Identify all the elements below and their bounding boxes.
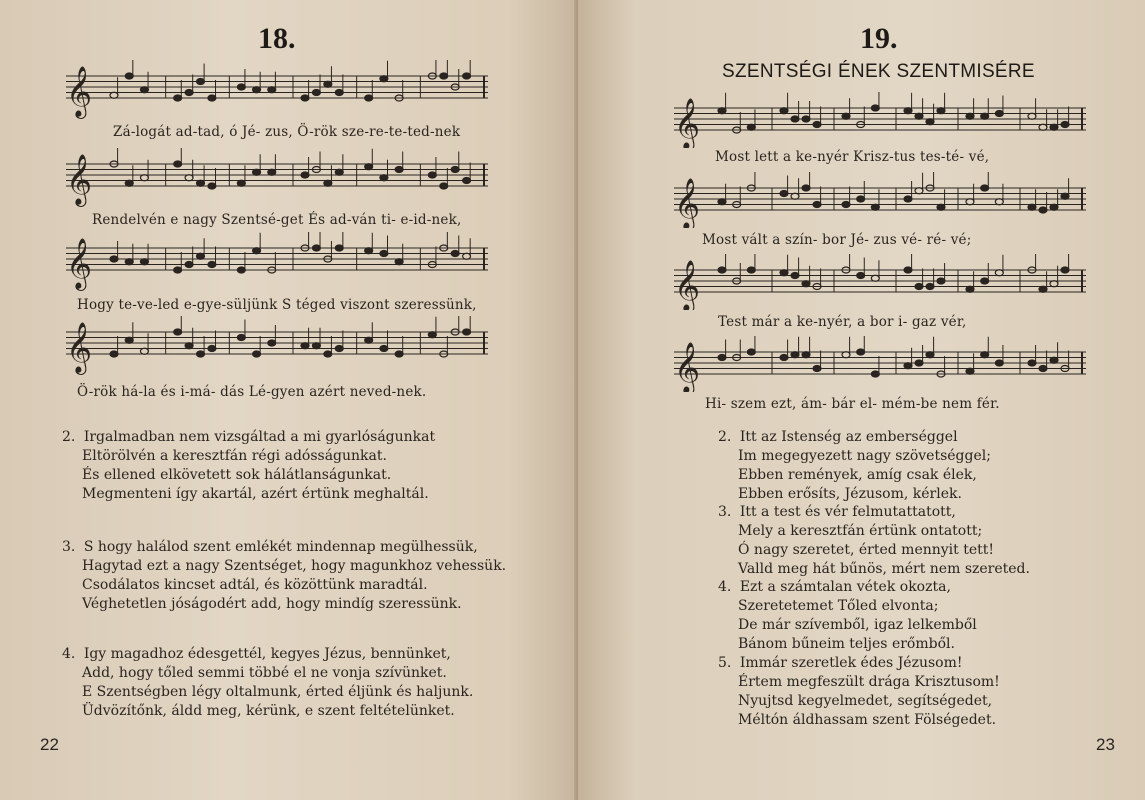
verse-number: 4. [718, 579, 732, 595]
verse-3 [62, 538, 506, 614]
verse-line: Igy magadhoz édesgettél, kegyes Jézus, bennünket, [83, 646, 451, 662]
svg-text:𝄞: 𝄞 [66, 154, 93, 205]
page-number-right: 23 [1096, 735, 1115, 754]
verse-line: Bánom bűneim teljes erőmből. [738, 636, 955, 652]
song-number-19: 19. [860, 22, 898, 55]
lyric-line: Test már a ke-nyér, a bor i- gaz vér, [718, 314, 967, 330]
music-staff [670, 254, 1090, 310]
music-staff [62, 316, 492, 376]
verse-line: De már szívemből, igaz lelkemből [738, 617, 977, 633]
svg-text:𝄞: 𝄞 [66, 66, 93, 117]
verse-line: Értem megfeszült drága Krisztusom! [738, 674, 1000, 690]
verse-line: Eltörölvén a keresztfán régi adósságunkat. [82, 448, 387, 464]
svg-text:𝄞: 𝄞 [66, 322, 93, 373]
verse-number: 2. [62, 429, 76, 445]
verse-line: Valld meg hát bűnös, mért nem szereted. [738, 561, 1030, 577]
verse-line: Méltón áldhassam szent Fölségedet. [738, 712, 997, 728]
verse-number: 5. [718, 655, 732, 671]
svg-text:𝄞: 𝄞 [674, 260, 701, 310]
verse-line: Itt a test és vér felmutattatott, [739, 504, 956, 520]
verse-line: Szeretetemet Tőled elvonta; [738, 598, 939, 614]
verse-2 [718, 428, 991, 504]
verse-line: Csodálatos kincset adtál, és közöttünk maradtál. [82, 577, 428, 593]
verse-line: Üdvözítőnk, áldd meg, kérünk, e szent feltételünket. [82, 703, 455, 719]
verse-4 [718, 578, 977, 654]
lyric-line: Hogy te-ve-led e-gye-süljünk S téged viszont szeressünk, [77, 297, 477, 313]
verse-3 [718, 503, 1030, 579]
song-number-18: 18. [258, 22, 296, 55]
svg-text:𝄞: 𝄞 [674, 98, 701, 148]
music-staff [670, 172, 1090, 228]
verse-line: Mely a keresztfán értünk ontatott; [738, 523, 983, 539]
right-page [578, 0, 1145, 800]
verse-number: 3. [62, 539, 76, 555]
lyric-line: Hi- szem ezt, ám- bár el- mém-be nem fér. [705, 396, 1000, 412]
verse-line: Ebben remények, amíg csak élek, [738, 467, 977, 483]
music-staff [670, 92, 1090, 148]
verse-line: E Szentségben légy oltalmunk, érted éljünk és haljunk. [82, 684, 474, 700]
verse-4 [62, 645, 473, 721]
verse-line: Ebben erősíts, Jézusom, kérlek. [738, 486, 962, 502]
song-title: SZENTSÉGI ÉNEK SZENTMISÉRE [722, 61, 1035, 82]
verse-line: Irgalmadban nem vizsgáltad a mi gyarlóságunkat [83, 429, 436, 445]
verse-line: Immár szeretlek édes Jézusom! [739, 655, 963, 671]
verse-line: Im megegyezett nagy szövetséggel; [738, 448, 991, 464]
lyric-line: Most lett a ke-nyér Krisz-tus tes-té- vé, [715, 149, 990, 165]
lyric-line: Ö-rök há-la és i-má- dás Lé-gyen azért neved-nek. [77, 384, 427, 400]
music-staff [670, 336, 1090, 392]
lyric-line: Zá-logát ad-tad, ó Jé- zus, Ö-rök sze-re-te-ted-nek [113, 124, 461, 140]
verse-line: Ezt a számtalan vétek okozta, [739, 579, 951, 595]
page-number-left: 22 [40, 735, 59, 754]
verse-line: Ó nagy szeretet, érted mennyit tett! [738, 542, 995, 558]
verse-number: 4. [62, 646, 76, 662]
verse-number: 3. [718, 504, 732, 520]
svg-text:𝄞: 𝄞 [674, 178, 701, 228]
verse-line: Megmenteni így akartál, azért értünk meghaltál. [82, 486, 429, 502]
verse-line: S hogy halálod szent emlékét mindennap megülhessük, [83, 539, 478, 555]
lyric-line: Rendelvén e nagy Szentsé-get És ad-ván ti- e-id-nek, [92, 212, 462, 228]
lyric-line: Most vált a szín- bor Jé- zus vé- ré- vé; [702, 232, 972, 248]
verse-number: 2. [718, 429, 732, 445]
svg-text:𝄞: 𝄞 [674, 342, 701, 392]
svg-text:𝄞: 𝄞 [66, 238, 93, 289]
verse-line: Véghetetlen jóságodért add, hogy mindíg szeressünk. [82, 596, 462, 612]
verse-line: Add, hogy tőled semmi többé el ne vonja szívünket. [82, 665, 447, 681]
music-staff [62, 232, 492, 292]
verse-line: Itt az Istenség az emberséggel [739, 429, 958, 445]
verse-line: Nyujtsd kegyelmedet, segítségedet, [738, 693, 993, 709]
music-staff [62, 148, 492, 208]
verse-2 [62, 428, 435, 504]
verse-line: Hagytad ezt a nagy Szentséget, hogy magunkhoz vehessük. [82, 558, 507, 574]
music-staff [62, 60, 492, 120]
verse-5 [718, 654, 1000, 730]
verse-line: És ellened elkövetett sok hálátlanságunkat. [82, 467, 392, 483]
